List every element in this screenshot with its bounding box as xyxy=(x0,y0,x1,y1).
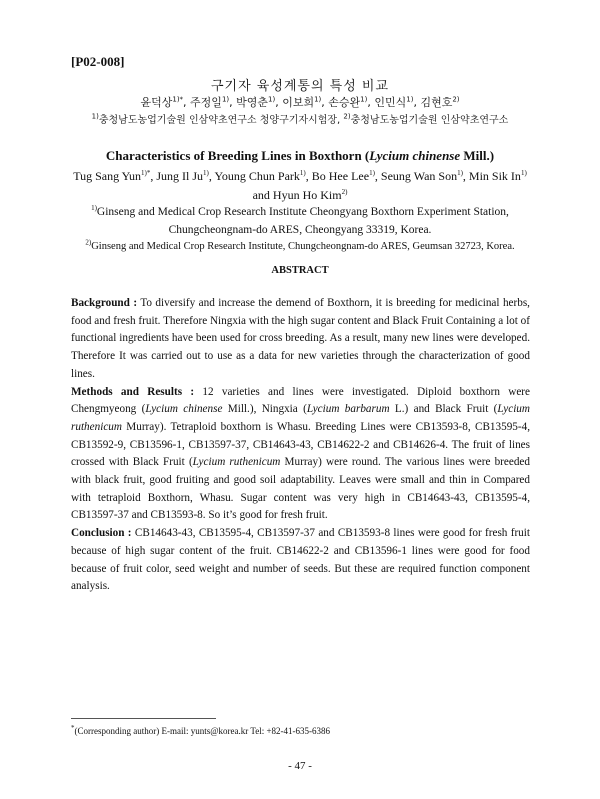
english-author-list: Tug Sang Yun$^{1)*}$, Jung Il Ju$^{1)}$, Young Chun Park$^{1)}$, Bo Hee Lee$^{1)}$, Seung Wan Son$^{1)}$, Min Sik In$^{1)}$ and Hyun Ho Kim$^{2)}$ xyxy=(73,169,527,202)
poster-code: [P02-008] xyxy=(71,54,125,69)
background-paragraph: Background : To diversify and increase the demend of Boxthorn, it is breeding for medicinal herbs, food and fresh fruit. Therefore Ningxia with the high sugar content and Black Fruit Containing a lot of functional ingredients have been used for cross breeding. As a result, many new lines were developed. Therefore It was carried out to use as a data for new varieties through the characterization of good lines. xyxy=(71,297,530,380)
english-author: Tug Sang Yun$^{1)*}$ xyxy=(73,169,151,183)
english-author: Bo Hee Lee$^{1)}$ xyxy=(311,169,375,183)
english-title: Characteristics of Breeding Lines in Boxthorn (Lycium chinense Mill.) xyxy=(105,148,495,163)
korean-author: 박영춘$^{1)}$ xyxy=(236,95,276,109)
conclusion-label: Conclusion : xyxy=(71,527,132,540)
background-label: Background : xyxy=(71,297,138,309)
english-author: Min Sik In$^{1)}$ xyxy=(468,169,527,183)
english-author: Young Chun Park$^{1)}$ xyxy=(214,169,306,183)
korean-author: 손승완$^{1)}$ xyxy=(328,95,368,109)
abstract-body xyxy=(71,295,530,596)
korean-author-list: 윤덕상$^{1)*}$, 주정일$^{1)}$, 박영춘$^{1)}$, 이보희$^{1)}$, 손승완$^{1)}$, 인민식$^{1)}$, 김현호$^{2)}$ xyxy=(140,95,460,109)
english-author: Seung Wan Son$^{1)}$ xyxy=(380,169,463,183)
korean-author: 인민식$^{1)}$ xyxy=(374,95,414,109)
english-affiliation-1: $^{1)}$Ginseng and Medical Crop Research Institute Cheongyang Boxthorn Experiment Station, Chungcheongnam-do ARES, Cheongyang 33319, Korea. xyxy=(91,204,509,236)
korean-author: 윤덕상$^{1)*}$ xyxy=(140,95,184,109)
english-author: Jung Il Ju$^{1)}$ xyxy=(156,169,209,183)
footnote-divider xyxy=(71,718,216,719)
methods-paragraph: Methods and Results : 12 varieties and lines were investigated. Diploid boxthorn were Chengmyeong (Lycium chinense Mill.), Ningxia (Lycium barbarum L.) and Black Fruit (Lycium ruthenicum Murray). Tetraploid boxthorn is Whasu. Breeding Lines were CB13593-8, CB13595-4, CB13592-9, CB13596-1, CB13597-37, CB14643-43, CB14622-2 and CB14626-4. The fruit of lines crossed with Black Fruit (Lycium ruthenicum Murray) were round. The various lines were breeded with black fruit, good fruiting and good soil adaptability. Leaves were small and thin in Compared with tetraploid Boxthorn, Whasu. Sugar content was very high in CB14643-43, CB13595-4, CB13597-37 and CB13593-8. So it’s good for fresh fruit. xyxy=(71,385,530,522)
corresponding-author-footnote: *(Corresponding author) E-mail: yunts@korea.kr Tel: +82-41-635-6386 xyxy=(71,724,331,736)
korean-author: 이보희$^{1)}$ xyxy=(282,95,322,109)
methods-label: Methods and Results : xyxy=(71,385,195,398)
english-author: Hyun Ho Kim$^{2)}$ xyxy=(272,188,348,202)
abstract-heading: ABSTRACT xyxy=(271,265,329,276)
conclusion-paragraph: Conclusion : CB14643-43, CB13595-4, CB13597-37 and CB13593-8 lines were good for fresh fruit because of high sugar content of the fruit. CB14622-2 and CB13596-1 lines were good for food because of fruit color, seed weight and number of seeds. But these are required function component analysis. xyxy=(71,527,530,593)
english-affiliation-2: $^{2)}$Ginseng and Medical Crop Research Institute, Chungcheongnam-do ARES, Geumsan 32723, Korea. xyxy=(85,238,515,252)
korean-affiliations: $^{1)}$충청남도농업기술원 인삼약초연구소 청양구기자시험장, $^{2)}$충청남도농업기술원 인삼약초연구소 xyxy=(91,112,509,126)
korean-title: 구기자 육성계통의 특성 비교 xyxy=(210,79,390,94)
korean-author: 김현호$^{2)}$ xyxy=(420,95,460,109)
page-number: - 47 - xyxy=(288,760,312,772)
korean-author: 주정일$^{1)}$ xyxy=(190,95,230,109)
